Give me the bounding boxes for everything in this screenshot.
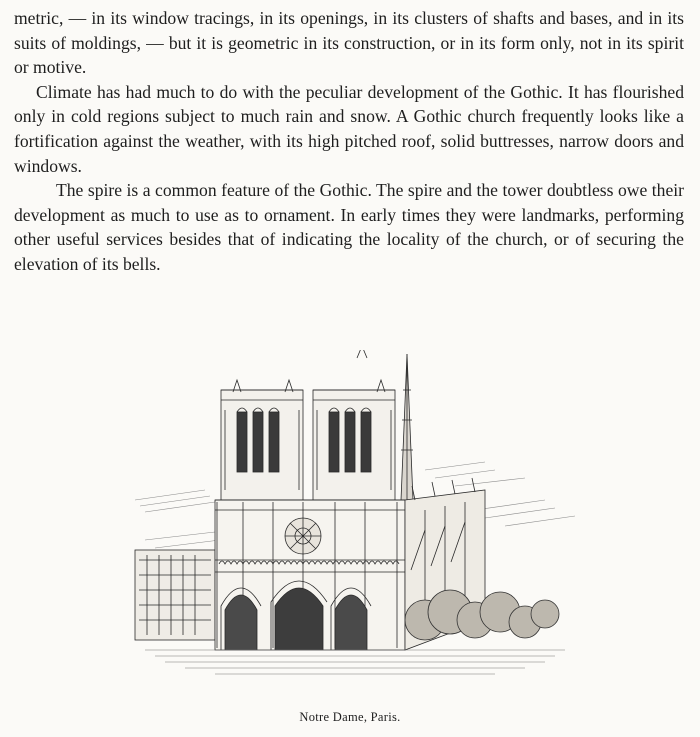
figure-caption: Notre Dame, Paris. xyxy=(299,710,401,724)
paragraph-climate: Climate has had much to do with the peculiar development of the Gothic. It has flourished only in cold regions subject to much rain and snow. A Gothic church frequently looks like a fortification against the weather, with its high pitched roof, solid buttresses, narrow doors and windows. xyxy=(14,81,684,176)
paragraph-spire: The spire is a common feature of the Gothic. The spire and the tower doubtless owe their development as much to use as to ornament. In early times they were landmarks, performing other useful services besides that of indicating the locality of the church, or of securing the elevation of its bells. xyxy=(14,180,684,274)
paragraph-geometric: metric, — in its window tracings, in its openings, in its clusters of shafts and bases, and in its suits of moldings, — but it is geometric in its construction, or in its form only, not in its spirit or motive. xyxy=(14,8,684,78)
body-text xyxy=(14,6,684,277)
notre-dame-illustration xyxy=(125,350,585,690)
notre-dame-engraving-icon xyxy=(125,350,585,690)
